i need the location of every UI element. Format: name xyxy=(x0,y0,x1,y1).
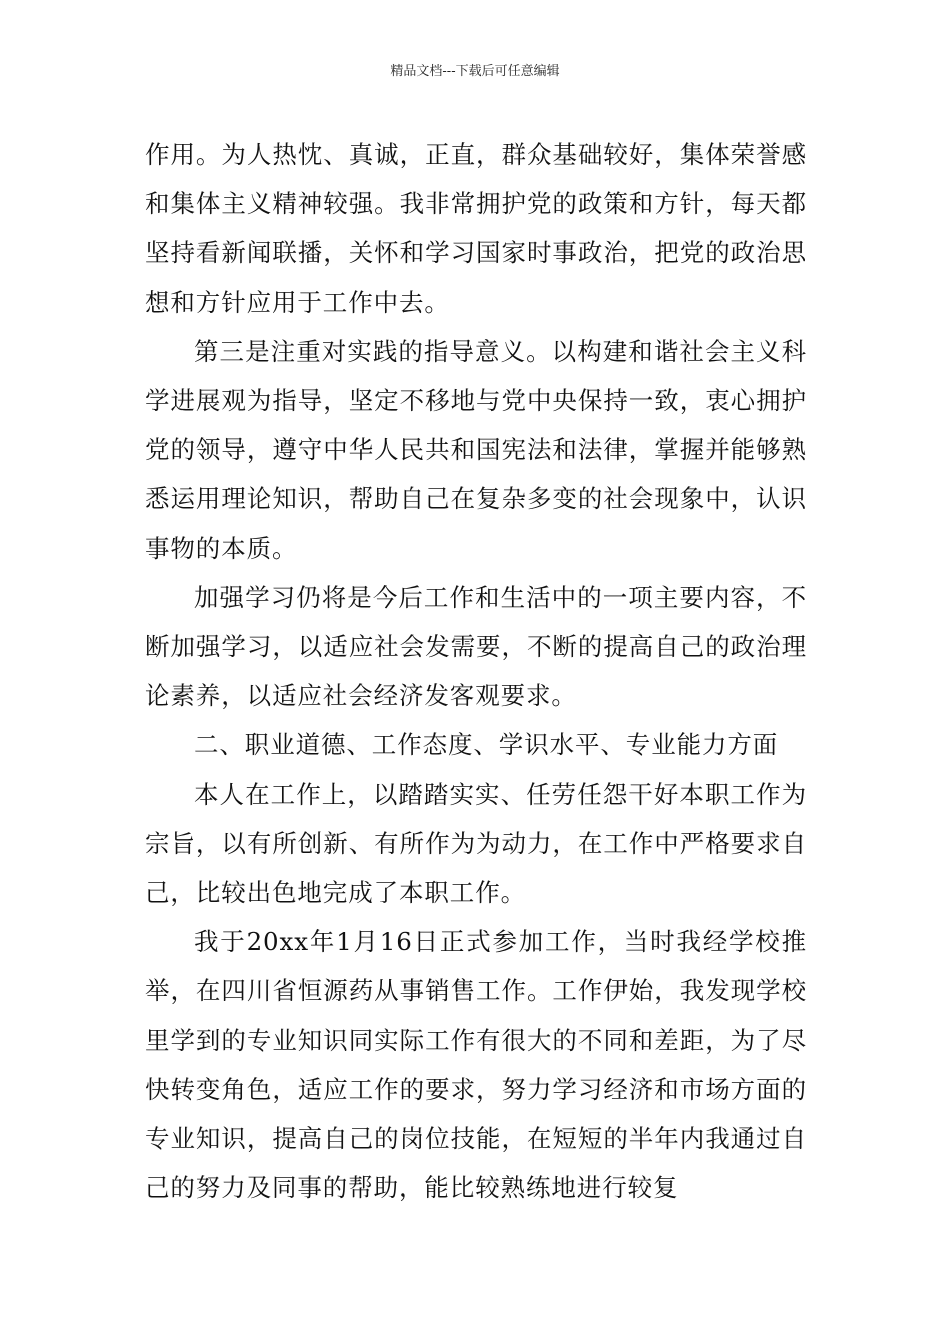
paragraph-2: 第三是注重对实践的指导意义。以构建和谐社会主义科学进展观为指导，坚定不移地与党中央保持一致，衷心拥护党的领导，遵守中华人民共和国宪法和法律，掌握并能够熟悉运用理论知识，帮助自己在复杂多变的社会现象中，认识事物的本质。 xyxy=(145,336,807,563)
page-header: 精品文档---下载后可任意编辑 xyxy=(390,64,560,79)
paragraph-5: 我于20xx年1月16日正式参加工作，当时我经学校推举，在四川省恒源药从事销售工作。工作伊始，我发现学校里学到的专业知识同实际工作有很大的不同和差距，为了尽快转变角色，适应工作的要求，努力学习经济和市场方面的专业知识，提高自己的岗位技能，在短短的半年内我通过自己的努力及同事的帮助，能比较熟练地进行较复 xyxy=(145,927,807,1203)
paragraph-3: 加强学习仍将是今后工作和生活中的一项主要内容，不断加强学习，以适应社会发需要，不断的提高自己的政治理论素养，以适应社会经济发客观要求。 xyxy=(145,582,807,711)
paragraph-1: 作用。为人热忱、真诚，正直，群众基础较好，集体荣誉感和集体主义精神较强。我非常拥护党的政策和方针，每天都坚持看新闻联播，关怀和学习国家时事政治，把党的政治思想和方针应用于工作中去。 xyxy=(145,140,807,317)
section-heading: 二、职业道德、工作态度、学识水平、专业能力方面 xyxy=(194,730,779,760)
paragraph-4: 本人在工作上，以踏踏实实、任劳任怨干好本职工作为宗旨，以有所创新、有所作为为动力，在工作中严格要求自己，比较出色地完成了本职工作。 xyxy=(145,779,807,908)
document-body xyxy=(145,130,807,1212)
